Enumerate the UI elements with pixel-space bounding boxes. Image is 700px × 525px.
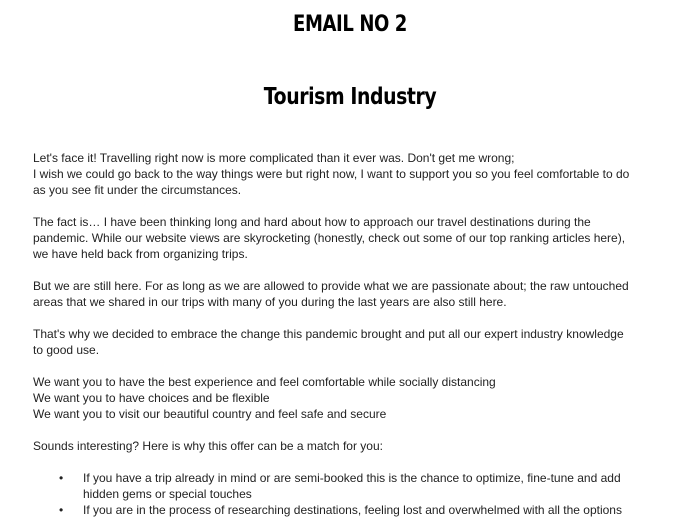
paragraph-line: to good use. (33, 343, 100, 357)
paragraph-embrace-change (33, 326, 683, 358)
paragraph-still-here (33, 278, 683, 310)
bullet-marker: • (59, 503, 64, 517)
paragraph-intro (33, 150, 683, 198)
paragraph-line: Let's face it! Travelling right now is more complicated than it ever was. Don't get me wrong; (33, 151, 515, 165)
paragraph-line: I wish we could go back to the way things were but right now, I want to support you so you feel comfortable to do (33, 167, 630, 181)
paragraph-line: pandemic. While our website views are skyrocketing (honestly, check out some of our top ranking articles here), (33, 231, 626, 245)
document-title: Tourism Industry (263, 84, 437, 110)
bullet-line: If you are in the process of researching destinations, feeling lost and overwhelmed with all the options (83, 503, 622, 517)
bullet-line: If you have a trip already in mind or are semi-booked this is the chance to optimize, fine-tune and add (83, 471, 621, 485)
email-number-heading: EMAIL NO 2 (293, 12, 407, 37)
list-item (33, 502, 683, 518)
paragraph-line: That's why we decided to embrace the change this pandemic brought and put all our expert industry knowledge (33, 327, 624, 341)
paragraph-line: We want you to have choices and be flexible (33, 391, 270, 405)
paragraph-line: as you see fit under the circumstances. (33, 183, 242, 197)
paragraph-line: we have held back from organizing trips. (33, 247, 248, 261)
paragraph-line: Sounds interesting? Here is why this offer can be a match for you: (33, 439, 383, 453)
paragraph-line: We want you to visit our beautiful country and feel safe and secure (33, 407, 387, 421)
paragraph-we-want (33, 374, 683, 422)
bullet-marker: • (59, 471, 64, 485)
list-item (33, 470, 683, 502)
paragraph-line: We want you to have the best experience and feel comfortable while socially distancing (33, 375, 496, 389)
offer-bullet-list (33, 470, 683, 518)
bullet-line: hidden gems or special touches (83, 487, 252, 501)
paragraph-sounds-interesting (33, 438, 683, 454)
email-body (33, 150, 683, 518)
paragraph-line: areas that we shared in our trips with many of you during the last years are also still here. (33, 295, 507, 309)
paragraph-line: But we are still here. For as long as we are allowed to provide what we are passionate about; the raw untouched (33, 279, 629, 293)
paragraph-line: The fact is… I have been thinking long and hard about how to approach our travel destinations during the (33, 215, 591, 229)
paragraph-fact (33, 214, 683, 262)
